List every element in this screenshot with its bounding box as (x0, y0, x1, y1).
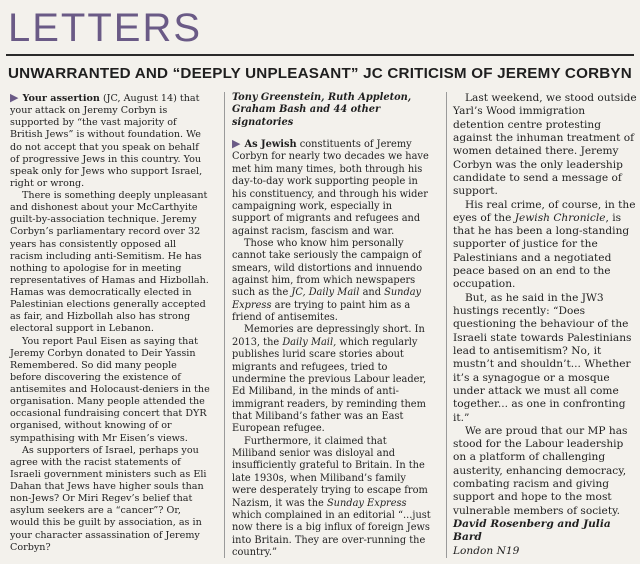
letter2-paragraph (232, 238, 432, 325)
letter1-paragraph: As supporters of Israel, perhaps you agree with the racist statements of Israeli government ministers such as Eli Dahan that Jews have higher souls than non-Jews? Or Miri Regev’s belief that asylum seekers are a “cancer”? Or, would this be guilt by association, as in your character assassination of Jeremy Corbyn? (10, 444, 207, 553)
text-span: which regularly publishes lurid scare stories about migrants and refugees, tried to undermine the previous Labour leader, Ed Miliband, in the minds of anti-immigrant readers, by reminding them that Miliband’s father was an East European refugee. (232, 336, 427, 435)
section-title: LETTERS (8, 6, 203, 50)
letter1-signature: Tony Greenstein, Ruth Appleton, Graham Bash and 44 other signatories (232, 92, 412, 128)
letter1-paragraph: There is something deeply unpleasant and dishonest about your McCarthyite guilt-by-association technique. Jeremy Corbyn’s parliamentary record over 32 years has consistently opposed all racism including anti-Semitism. He has nothing to apologise for in meeting representatives of Hamas and Hizbollah. Hamas was democratically elected in Palestinian elections generally accepted as fair, and Hizbollah also has strong electoral support in Lebanon. (10, 190, 209, 335)
text-span: , is that he has been a long-standing supporter of justice for the Palestinians and a negotiated peace based on an end to the occupation. (453, 211, 630, 291)
letter2-signature: David Rosenberg and Julia Bard (453, 518, 611, 544)
letter2-paragraph (453, 199, 637, 292)
letter2-text: constituents of Jeremy Corbyn for nearly two decades we have met him many times, both through his day-to-day work supporting people in his constituency, and through his wider campaigning work, especially in support of migrants and refugees and against racism, fascism and war. (232, 139, 429, 237)
letter1-paragraph (10, 92, 210, 190)
letter1-text: (JC, August 14) that your attack on Jeremy Corbyn is supported by “the vast majority of British Jews” is without foundation. We do not accept that you speak on behalf of progressive Jews in this country. You speak only for Jews who support Israel, right or wrong. (10, 93, 203, 189)
letter2-paragraph: But, as he said in the JW3 hustings recently: “Does questioning the behaviour of the Israeli state towards Palestinians lead to antisemitism? No, it mustn’t and shouldn’t... Whether it’s a synagogue or a mosque under attack we must all come together... as one in confronting it.” (453, 291, 632, 424)
publication-name: Jewish Chronicle (514, 211, 606, 224)
publication-name: Sunday Express (326, 497, 407, 509)
letter2-paragraph (232, 324, 432, 435)
publication-name: Sunday Express (232, 287, 422, 311)
section-header (6, 2, 634, 54)
column-2 (232, 92, 432, 559)
text-span: His real crime, of course, in the eyes of the (453, 198, 636, 224)
letter2-lead: As Jewish (244, 139, 297, 151)
triangle-bullet-icon: ▶ (10, 91, 19, 104)
letter2-paragraph (232, 138, 432, 238)
letter2-paragraph: We are proud that our MP has stood for the Labour leadership on a platform of challenging austerity, enhancing democracy, combating racism and giving support and hope to the most vulnerable members of society. (453, 424, 628, 517)
headline: UNWARRANTED AND “DEEPLY UNPLEASANT” JC CRITICISM OF JEREMY CORBYN (8, 65, 632, 82)
letter2-paragraph (232, 436, 432, 560)
text-span: Those who know him personally cannot take seriously the campaign of smears, wild distortions and innuendo against him, from which newspapers such as the (232, 237, 423, 299)
text-span: and (359, 287, 385, 299)
letter1-paragraph: You report Paul Eisen as saying that Jeremy Corbyn donated to Deir Yassin Remembered. So did many people before discovering the existence of antisemites and Holocaust-deniers in the organisation. Many people attended the occasional fundraising concert that DYR organised, without knowing of or sympathising with Mr Eisen’s views. (10, 335, 210, 444)
column-divider (224, 92, 225, 558)
letter2-paragraph: Last weekend, we stood outside Yarl’s Wood immigration detention centre protesting against the inhuman treatment of women detained there. Jeremy Corbyn was the only leadership candidate to send a message of support. (453, 92, 637, 198)
header-rule (6, 54, 634, 56)
text-span: Furthermore, it claimed that Miliband senior was disloyal and insufficiently grateful to Britain. In the late 1930s, when Miliband’s family were desperately trying to escape from Nazism, it was the (232, 435, 428, 509)
text-span: which complained in an editorial “...just now there is a big influx of foreign Jews into Britain. They are over-running the country.” (232, 509, 431, 558)
letter1-lead: Your assertion (22, 93, 100, 104)
text-span: Memories are depressingly short. In 2013, the (232, 324, 425, 348)
column-3 (453, 92, 637, 558)
column-1 (10, 92, 210, 554)
column-divider (446, 92, 447, 558)
publication-name: JC, Daily Mail (291, 287, 360, 299)
triangle-bullet-icon: ▶ (232, 137, 241, 151)
text-span: are trying to paint him as a friend of antisemites. (232, 299, 411, 324)
letter2-location: London N19 (453, 544, 520, 557)
publication-name: Daily Mail, (282, 336, 337, 348)
